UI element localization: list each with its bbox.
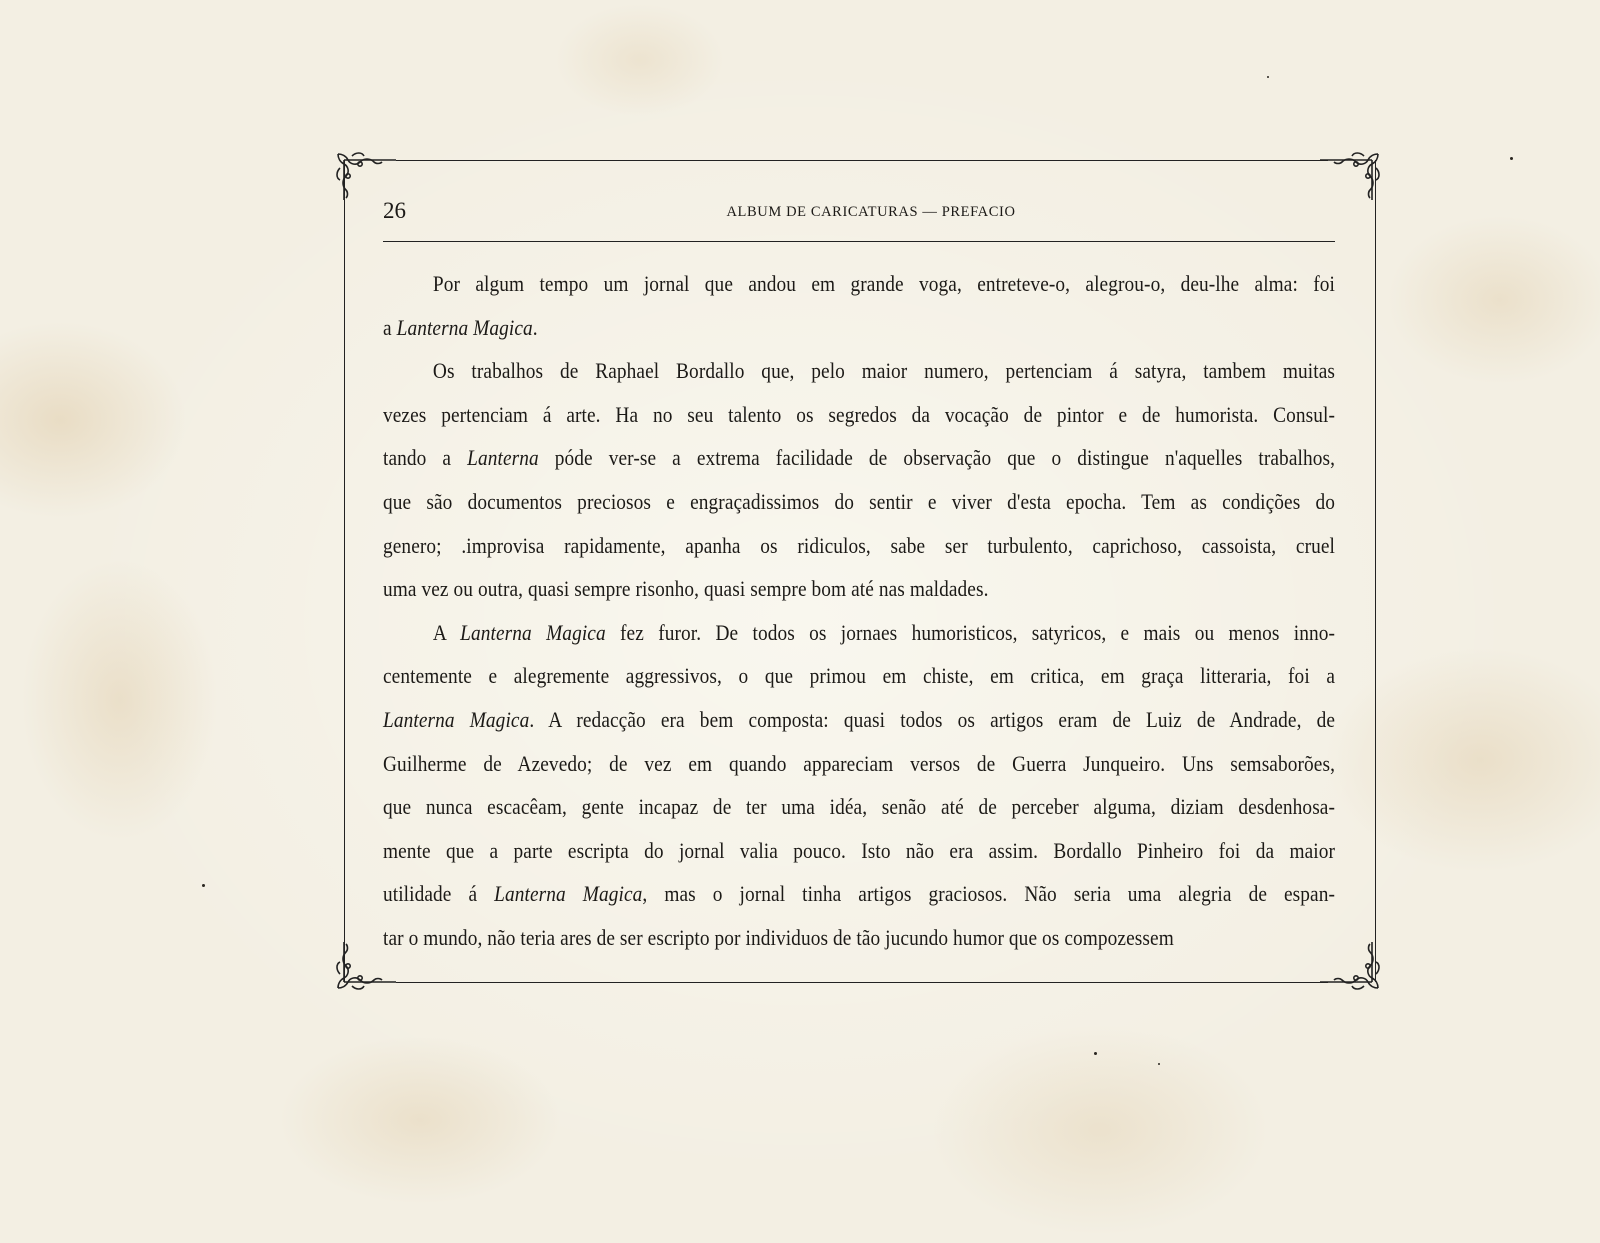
text-line [383,480,1335,524]
running-head: ALBUM DE CARICATURAS — PREFACIO [726,204,1016,220]
text-line [383,567,1335,611]
text-run: A [432,619,461,645]
paragraph [383,349,1335,611]
text-run: Por algum tempo um jornal que andou em grande voga, entreteve-o, alegrou-o, deu-lhe alma: foi [432,271,1336,296]
text-run: póde ver-se a extrema facilidade de observação que o distingue n'aquelles trabalhos, [538,445,1336,471]
text-run: utilidade á [383,881,495,907]
italic-title: Lanterna [467,445,539,471]
text-run: tando a [383,445,468,471]
text-line [383,306,1335,350]
paper-speck [1267,76,1269,78]
page-header [383,196,1335,230]
italic-title: Lanterna Magica [383,706,530,732]
page-number: 26 [383,198,406,223]
text-run: mente que a parte escripta do jornal valia pouco. Isto não era assim. Bordallo Pinheiro foi da maior [383,837,1336,863]
text-run: que nunca escacêam, gente incapaz de ter uma idéa, senão até de perceber alguma, diziam desdenhosa- [383,794,1336,820]
paper-speck [1158,1063,1160,1065]
text-line [383,829,1335,873]
text-run: centemente e alegremente aggressivos, o que primou em chiste, em critica, em graça litteraria, foi a [383,663,1336,689]
italic-title: Lanterna Magica [396,314,533,340]
frame-bottom-rule [396,982,1328,983]
text-line [383,349,1335,393]
text-run: Os trabalhos de Raphael Bordallo que, pelo maior numero, pertenciam á satyra, tambem muitas [432,358,1336,384]
paper-speck [1094,1052,1097,1055]
italic-title: Lanterna Magica [460,619,606,645]
text-line [383,916,1335,960]
text-line [383,262,1335,306]
text-line [383,872,1335,916]
text-line [383,393,1335,437]
text-run: genero; .improvisa rapidamente, apanha os ridiculos, sabe ser turbulento, caprichoso, cassoista, cruel [383,532,1336,558]
paper-speck [202,884,205,887]
text-run: . A redacção era bem composta: quasi todos os artigos eram de Luiz de Andrade, de [529,706,1336,732]
paragraph [383,262,1335,349]
text-line [383,698,1335,742]
text-line [383,742,1335,786]
italic-title: Lanterna Magica [494,881,643,907]
paragraph [383,611,1335,960]
text-line [383,611,1335,655]
text-run: . [532,314,538,340]
header-rule [383,241,1335,242]
text-run: vezes pertenciam á arte. Ha no seu talento os segredos da vocação de pintor e de humorista. Consul- [383,401,1336,427]
paper-speck [1510,157,1513,160]
text-run: uma vez ou outra, quasi sempre risonho, quasi sempre bom até nas maldades. [383,576,989,602]
text-run: que são documentos preciosos e engraçadissimos do sentir e viver d'esta epocha. Tem as condições do [383,488,1336,514]
text-line [383,785,1335,829]
frame-top-rule [396,160,1328,161]
text-line [383,436,1335,480]
body-text [383,262,1335,960]
text-line [383,654,1335,698]
text-line [383,524,1335,568]
text-run: fez furor. De todos os jornaes humoristicos, satyricos, e mais ou menos inno- [605,619,1336,645]
text-run: Guilherme de Azevedo; de vez em quando appareciam versos de Guerra Junqueiro. Uns semsaborões, [383,750,1336,776]
text-run: , mas o jornal tinha artigos graciosos. Não seria uma alegria de espan- [642,881,1336,907]
text-run: a [383,314,397,340]
text-run: tar o mundo, não teria ares de ser escripto por individuos de tão jucundo humor que os compozessem [383,924,1174,950]
